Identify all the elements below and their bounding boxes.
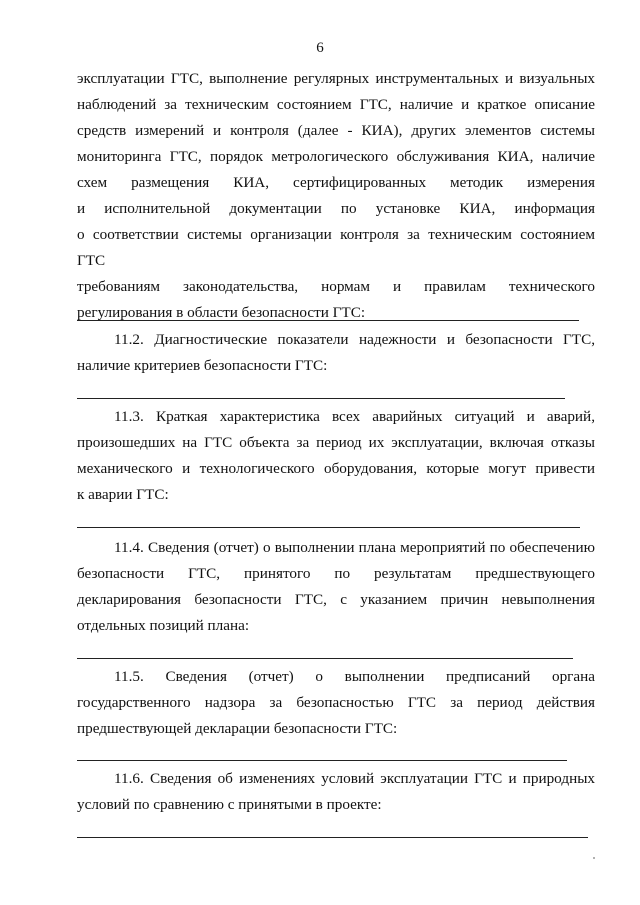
text-line: механического и технологического оборудования, которые могут привести [77, 460, 595, 477]
text-line: 11.5. Сведения (отчет) о выполнении предписаний органа [114, 668, 595, 685]
text-line: наличие критериев безопасности ГТС: [77, 357, 328, 374]
intro-paragraph [77, 66, 595, 326]
text-line: регулирования в области безопасности ГТС: [77, 304, 366, 321]
text-line: 11.6. Сведения об изменениях условий эксплуатации ГТС и природных [114, 770, 595, 787]
fill-in-line [77, 398, 565, 399]
text-line: о соответствии системы организации контроля за техническим состоянием ГТС [77, 226, 595, 269]
text-line: безопасности ГТС, принятого по результатам предшествующего [77, 565, 595, 582]
text-line: 11.3. Краткая характеристика всех аварийных ситуаций и аварий, [114, 408, 595, 425]
section-11-4 [77, 535, 595, 639]
fill-in-line [77, 760, 567, 761]
text-line: государственного надзора за безопасностью ГТС за период действия [77, 694, 595, 711]
fill-in-line [77, 837, 588, 838]
text-line: и исполнительной документации по установке КИА, информация [77, 200, 595, 217]
text-line: условий по сравнению с принятыми в проекте: [77, 796, 382, 813]
text-line: средств измерений и контроля (далее - КИА), других элементов системы [77, 122, 595, 139]
fill-in-line [77, 527, 580, 528]
section-11-2 [77, 327, 595, 379]
text-line: предшествующей декларации безопасности ГТС: [77, 720, 398, 737]
text-line: 11.2. Диагностические показатели надежности и безопасности ГТС, [114, 331, 595, 348]
fill-in-line [77, 658, 573, 659]
section-11-6 [77, 766, 595, 818]
page-number: 6 [316, 40, 324, 56]
text-line: декларирования безопасности ГТС, с указанием причин невыполнения [77, 591, 595, 608]
text-line: произошедших на ГТС объекта за период их эксплуатации, включая отказы [77, 434, 595, 451]
text-line: к аварии ГТС: [77, 486, 169, 503]
text-line: требованиям законодательства, нормам и правилам технического [77, 278, 595, 295]
text-line: эксплуатации ГТС, выполнение регулярных инструментальных и визуальных [77, 70, 595, 87]
section-11-3 [77, 404, 595, 508]
text-line: 11.4. Сведения (отчет) о выполнении плана мероприятий по обеспечению [114, 539, 595, 556]
section-11-5 [77, 664, 595, 742]
text-line: мониторинга ГТС, порядок метрологического обслуживания КИА, наличие [77, 148, 595, 165]
scan-speck [593, 857, 595, 859]
text-line: отдельных позиций плана: [77, 617, 250, 634]
text-line: наблюдений за техническим состоянием ГТС, наличие и краткое описание [77, 96, 595, 113]
fill-in-line [77, 320, 579, 321]
text-line: схем размещения КИА, сертифицированных методик измерения [77, 174, 595, 191]
